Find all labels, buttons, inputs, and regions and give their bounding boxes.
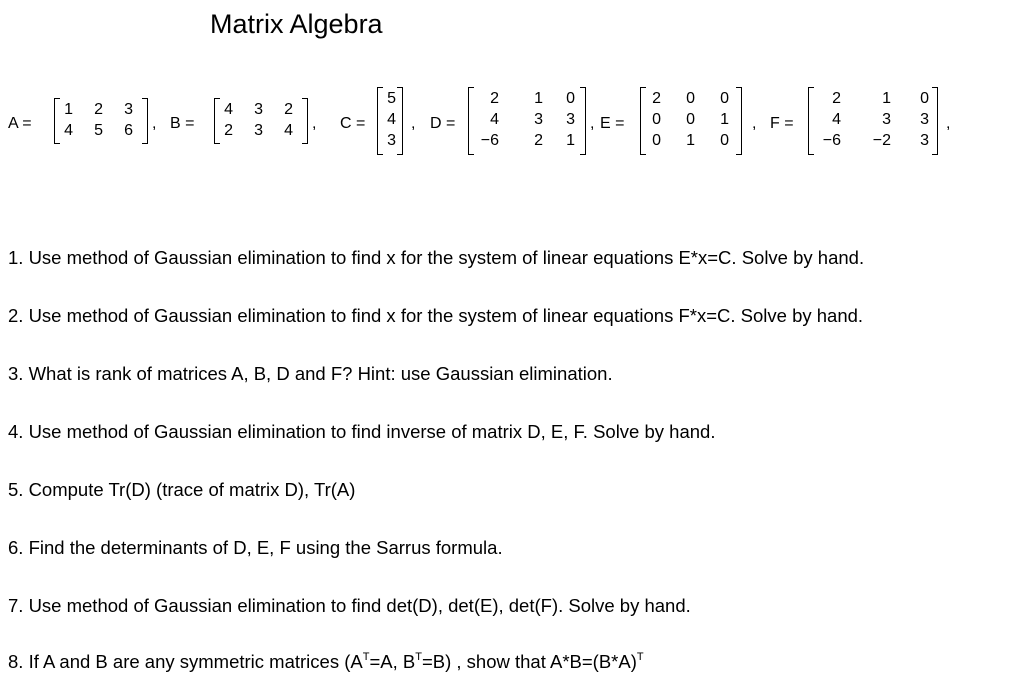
question-item: 7. Use method of Gaussian elimination to find det(D), det(E), det(F). Solve by hand. xyxy=(8,595,691,616)
separator-comma: , xyxy=(752,115,757,132)
matrix-d xyxy=(468,88,586,154)
transpose-superscript: T xyxy=(636,650,644,663)
matrix-d-label: D = xyxy=(430,115,456,132)
matrix-a-cell: 5 xyxy=(94,122,103,139)
matrix-e-cell: 0 xyxy=(720,90,729,107)
matrix-a-cell: 2 xyxy=(94,101,103,118)
matrix-b-cell: 2 xyxy=(224,122,233,139)
question-item xyxy=(8,650,644,674)
matrix-e xyxy=(640,88,742,154)
matrix-f-label: F = xyxy=(770,115,794,132)
matrix-b-cell: 4 xyxy=(284,122,293,139)
matrix-f-cell: 2 xyxy=(832,90,841,107)
matrix-f-cell: 3 xyxy=(882,111,891,128)
matrix-a xyxy=(54,99,148,143)
matrix-d-cell: 1 xyxy=(534,90,543,107)
matrix-d-cell: 4 xyxy=(490,111,499,128)
matrix-f-cell: 1 xyxy=(882,90,891,107)
question-item: 3. What is rank of matrices A, B, D and F? Hint: use Gaussian elimination. xyxy=(8,363,613,384)
matrix-e-cell: 0 xyxy=(720,132,729,149)
question-8-text: =B) , show that A*B=(B*A) xyxy=(421,651,637,672)
matrix-d-cell: 3 xyxy=(534,111,543,128)
matrix-c xyxy=(377,88,403,154)
matrix-b-cell: 3 xyxy=(254,122,263,139)
matrix-a-label: A = xyxy=(8,115,32,132)
matrix-b-cell: 4 xyxy=(224,101,233,118)
matrix-e-cell: 2 xyxy=(652,90,661,107)
matrix-a-cell: 6 xyxy=(124,122,133,139)
matrix-c-cell: 4 xyxy=(387,111,396,128)
matrix-b-cell: 3 xyxy=(254,101,263,118)
matrix-f-cell: 0 xyxy=(920,90,929,107)
matrix-e-cell: 1 xyxy=(686,132,695,149)
transpose-superscript: T xyxy=(362,650,370,663)
matrix-b-label: B = xyxy=(170,115,195,132)
matrix-b xyxy=(214,99,308,143)
matrix-c-cell: 5 xyxy=(387,90,396,107)
separator-comma: , xyxy=(946,115,951,132)
question-8-text: 8. If A and B are any symmetric matrices (A xyxy=(8,651,363,672)
separator-comma: , xyxy=(590,115,595,132)
matrix-d-cell: 2 xyxy=(490,90,499,107)
matrix-f-cell: 3 xyxy=(920,132,929,149)
question-item: 5. Compute Tr(D) (trace of matrix D), Tr(A) xyxy=(8,479,356,500)
matrix-f-cell: 3 xyxy=(920,111,929,128)
matrix-e-label: E = xyxy=(600,115,625,132)
separator-comma: , xyxy=(411,115,416,132)
question-item: 6. Find the determinants of D, E, F using the Sarrus formula. xyxy=(8,537,503,558)
matrix-a-cell: 1 xyxy=(64,101,73,118)
matrix-a-cell: 4 xyxy=(64,122,73,139)
matrix-e-cell: 0 xyxy=(686,90,695,107)
matrix-f-cell: 4 xyxy=(832,111,841,128)
question-item: 2. Use method of Gaussian elimination to find x for the system of linear equations F*x=C. Solve by hand. xyxy=(8,305,864,326)
question-item: 1. Use method of Gaussian elimination to find x for the system of linear equations E*x=C. Solve by hand. xyxy=(8,247,865,268)
matrix-e-cell: 1 xyxy=(720,111,729,128)
matrix-f xyxy=(808,88,938,154)
matrix-d-cell: 3 xyxy=(566,111,575,128)
matrix-e-cell: 0 xyxy=(686,111,695,128)
matrix-f-cell: −2 xyxy=(872,132,891,149)
page-title: Matrix Algebra xyxy=(210,9,383,39)
matrix-a-cell: 3 xyxy=(124,101,133,118)
transpose-superscript: T xyxy=(415,650,422,663)
separator-comma: , xyxy=(312,115,317,132)
matrix-e-cell: 0 xyxy=(652,132,661,149)
matrix-d-cell: 1 xyxy=(566,132,575,149)
matrix-d-cell: 0 xyxy=(566,90,575,107)
separator-comma: , xyxy=(152,115,157,132)
matrix-f-cell: −6 xyxy=(822,132,841,149)
matrix-e-cell: 0 xyxy=(652,111,661,128)
question-8-text: =A, B xyxy=(369,651,416,672)
question-item: 4. Use method of Gaussian elimination to find inverse of matrix D, E, F. Solve by hand. xyxy=(8,421,716,442)
matrix-definitions xyxy=(0,84,1024,164)
matrix-b-cell: 2 xyxy=(284,101,293,118)
matrix-d-cell: −6 xyxy=(480,132,499,149)
matrix-d-cell: 2 xyxy=(534,132,543,149)
matrix-c-label: C = xyxy=(340,115,366,132)
matrix-c-cell: 3 xyxy=(387,132,396,149)
